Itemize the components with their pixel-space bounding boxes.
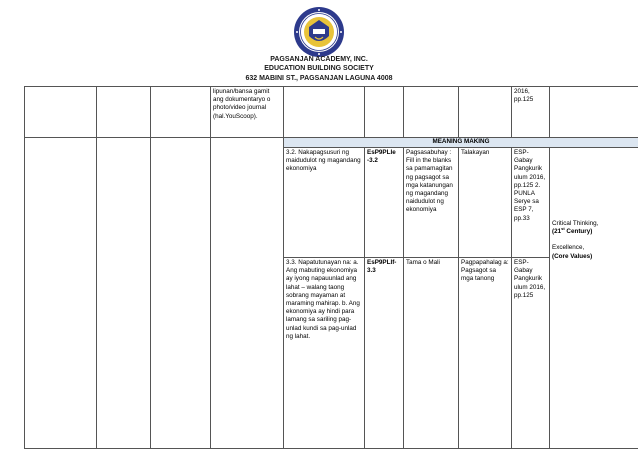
table-cell [284, 87, 365, 138]
table-cell [97, 87, 151, 138]
assessment-cell: Pagsasabuhay : Fill in the blanks sa pamamagitan ng pagsagot sa mga katanungan ng magandang naidudulot ng ekonomiya [404, 148, 459, 258]
table-cell [25, 87, 97, 138]
activity-cell: Talakayan [459, 148, 512, 258]
code-cell: EsP9PLIe -3.2 [365, 148, 404, 258]
century-prefix: (21 [552, 228, 562, 236]
table-cell [404, 87, 459, 138]
table-cell [459, 87, 512, 138]
table-cell [25, 138, 97, 449]
school-seal-logo [293, 6, 345, 58]
objective-cell: 3.3. Napatutunayan na: a. Ang mabuting ekonomiya ay iyong napauunlad ang lahat – walang taong sobrang mayaman at maraming mahirap. b. Ang ekonomiya ay hindi para lamang sa sariling pag-unlad kundi sa pag-unlad ng lahat. [284, 258, 365, 449]
table-cell [211, 138, 284, 449]
critical-thinking-label: Critical Thinking, [552, 220, 599, 227]
activity-cell: Pagpapahalag a: Pagsagot sa mga tanong [459, 258, 512, 449]
century-sup: st [561, 226, 565, 232]
school-society: EDUCATION BUILDING SOCIETY [264, 65, 374, 72]
values-block [552, 220, 636, 261]
century-label [552, 228, 636, 236]
code-cell: EsP9PLIf-3.3 [365, 258, 404, 449]
table-row [25, 87, 638, 138]
school-address: 632 MABINI ST., PAGSANJAN LAGUNA 4008 [245, 75, 393, 82]
century-suffix: Century) [564, 228, 593, 236]
table-row [25, 138, 638, 148]
section-title: MEANING MAKING [284, 138, 638, 148]
curriculum-table [24, 86, 638, 449]
excellence-label: Excellence, [552, 244, 585, 252]
table-cell [151, 138, 211, 449]
table-cell [365, 87, 404, 138]
core-values-label: (Core Values) [552, 252, 593, 260]
table-cell [97, 138, 151, 449]
objective-cell: 3.2. Nakapagsusuri ng maidudulot ng magandang ekonomiya [284, 148, 365, 258]
resources-cell: ESP-Gabay Pangkurik ulum 2016, pp.125 2. PUNLA Serye sa ESP 7, pp.33 [512, 148, 550, 258]
values-cell [550, 148, 638, 449]
resources-cell: 2016, pp.125 [512, 87, 550, 138]
resources-cell: ESP-Gabay Pangkurik ulum 2016, pp.125 [512, 258, 550, 449]
school-name: PAGSANJAN ACADEMY, INC. [270, 56, 368, 63]
table-cell [550, 87, 638, 138]
activity-cell: lipunan/bansa gamit ang dokumentaryo o photo/video journal (hal.YouScoop). [211, 87, 284, 138]
assessment-cell: Tama o Mali [404, 258, 459, 449]
table-cell [151, 87, 211, 138]
